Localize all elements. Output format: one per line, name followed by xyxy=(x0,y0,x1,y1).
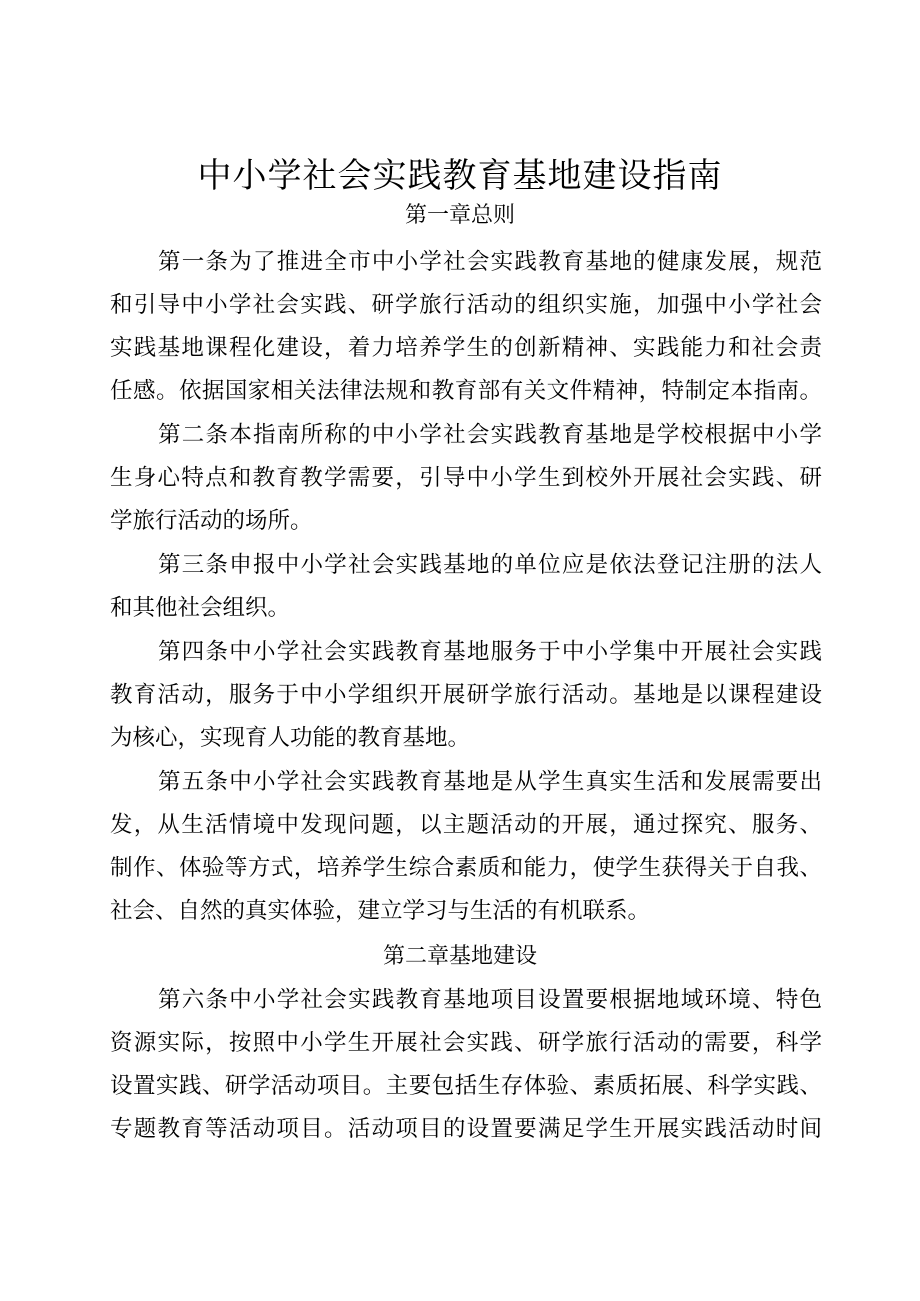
chapter-heading: 第一章总则 xyxy=(404,203,515,228)
article-6-line-1: 第六条中小学社会实践教育基地项目设置要根据地域环境、特色 xyxy=(158,987,822,1013)
document-title: 中小学社会实践教育基地建设指南 xyxy=(197,156,723,196)
article-6-line-4: 专题教育等活动项目。活动项目的设置要满足学生开展实践活动时间 xyxy=(110,1116,822,1142)
article-4-line-3: 为核心，实现育人功能的教育基地。 xyxy=(110,725,471,751)
article-3-line-2: 和其他社会组织。 xyxy=(110,595,291,621)
article-2-line-2: 生身心特点和教育教学需要，引导中小学生到校外开展社会实践、研 xyxy=(110,465,822,491)
article-4-line-1: 第四条中小学社会实践教育基地服务于中小学集中开展社会实践 xyxy=(158,639,822,665)
article-1-line-1: 第一条为了推进全市中小学社会实践教育基地的健康发展，规范 xyxy=(158,249,822,275)
article-2-line-1: 第二条本指南所称的中小学社会实践教育基地是学校根据中小学 xyxy=(158,422,822,448)
article-5-line-2: 发，从生活情境中发现问题，以主题活动的开展，通过探究、服务、 xyxy=(110,812,822,838)
article-3-line-1: 第三条申报中小学社会实践基地的单位应是依法登记注册的法人 xyxy=(158,552,822,578)
article-5-line-3: 制作、体验等方式，培养学生综合素质和能力，使学生获得关于自我、 xyxy=(110,855,822,881)
article-6-line-3: 设置实践、研学活动项目。主要包括生存体验、素质拓展、科学实践、 xyxy=(110,1073,822,1099)
article-5-line-4: 社会、自然的真实体验，建立学习与生活的有机联系。 xyxy=(110,898,651,924)
article-1-line-3: 实践基地课程化建设，着力培养学生的创新精神、实践能力和社会责 xyxy=(110,335,822,361)
article-1-line-4: 任感。依据国家相关法律法规和教育部有关文件精神，特制定本指南。 xyxy=(110,378,822,404)
article-1-line-2: 和引导中小学社会实践、研学旅行活动的组织实施，加强中小学社会 xyxy=(110,292,822,318)
chapter-heading: 第二章基地建设 xyxy=(382,944,537,969)
article-6-line-2: 资源实际，按照中小学生开展社会实践、研学旅行活动的需要，科学 xyxy=(110,1030,822,1056)
article-4-line-2: 教育活动，服务于中小学组织开展研学旅行活动。基地是以课程建设 xyxy=(110,682,822,708)
article-2-line-3: 学旅行活动的场所。 xyxy=(110,508,313,534)
article-5-line-1: 第五条中小学社会实践教育基地是从学生真实生活和发展需要出 xyxy=(158,769,822,795)
